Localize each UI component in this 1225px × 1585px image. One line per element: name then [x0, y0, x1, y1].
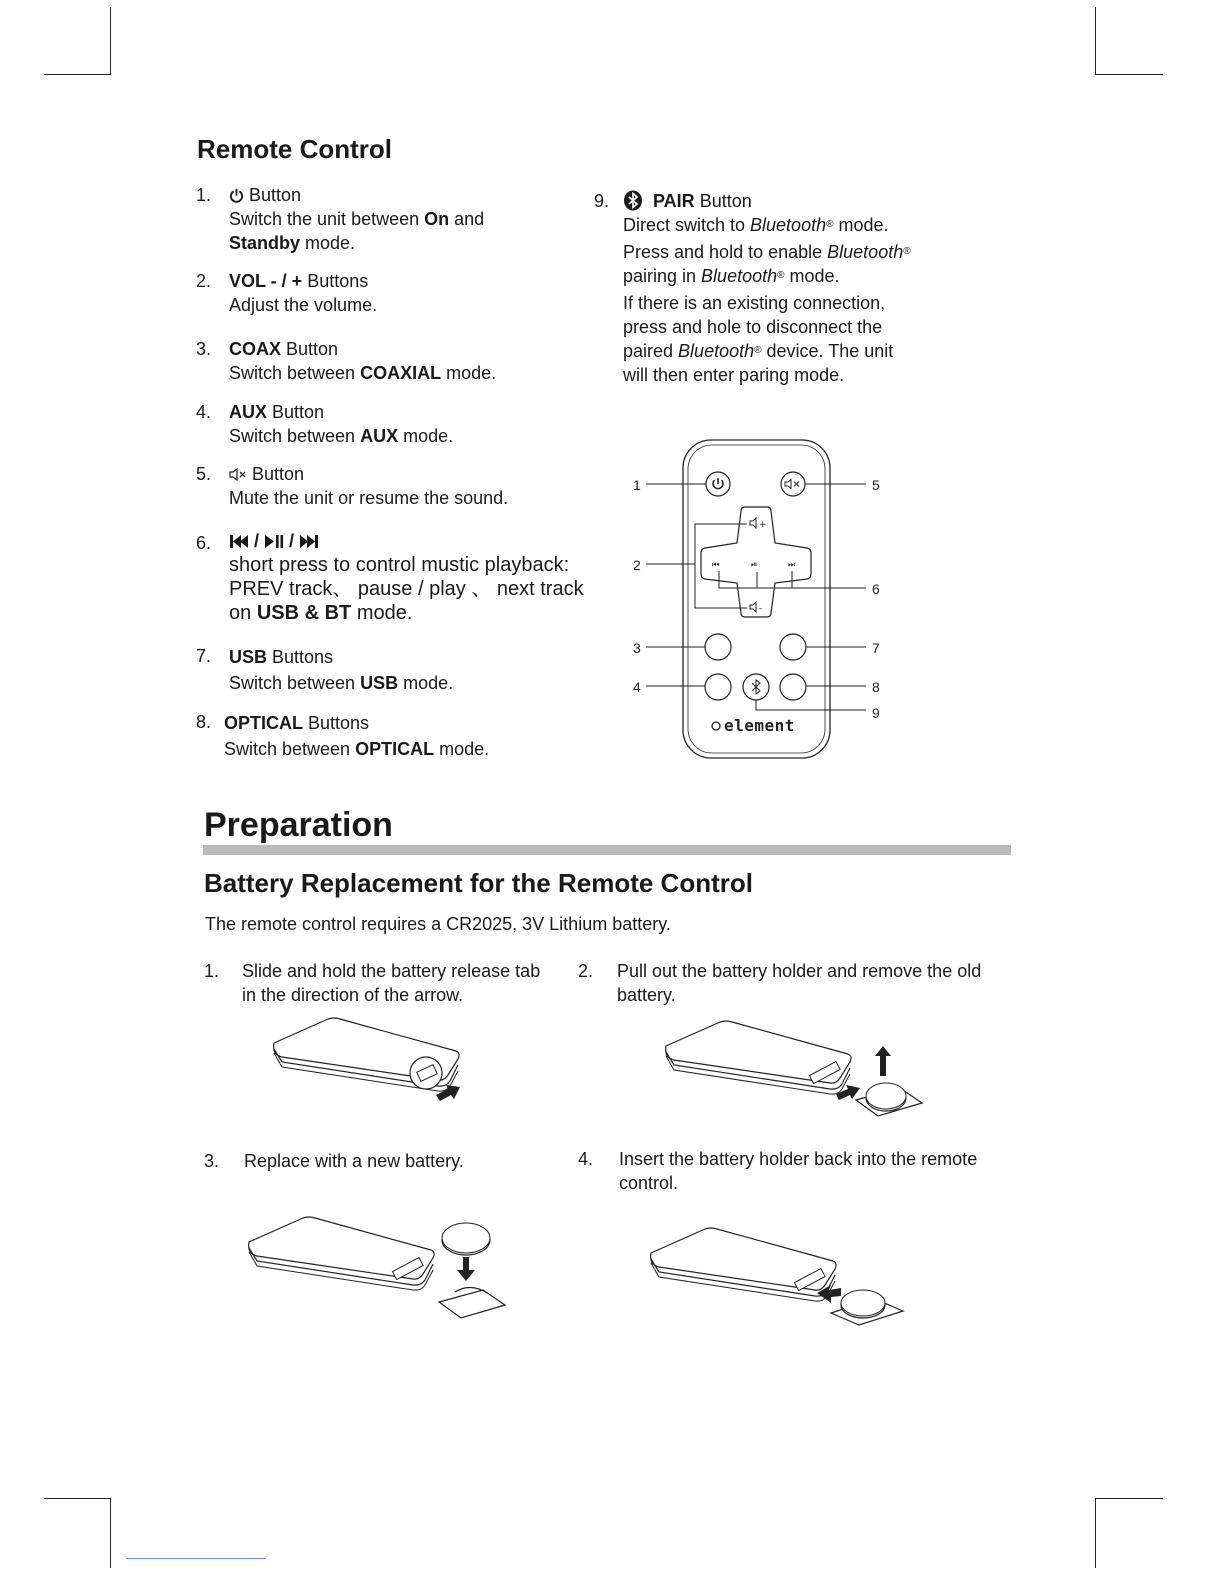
step-2-illustration: [660, 1018, 930, 1123]
section-title-preparation: Preparation: [204, 806, 393, 844]
item-label: Buttons: [303, 713, 370, 733]
step-text: Replace with a new battery.: [244, 1151, 464, 1171]
list-item-mute: [196, 462, 556, 510]
item-desc: mode.: [300, 233, 356, 253]
item-desc: Switch the unit between: [229, 209, 425, 229]
callout-7: 7: [872, 640, 880, 656]
step-text: control.: [619, 1173, 679, 1193]
step-text: Insert the battery holder back into the remote: [619, 1149, 978, 1169]
item-desc-italic: Bluetooth: [678, 341, 755, 361]
registered-mark: ®: [903, 246, 911, 257]
section-title-remote-control: Remote Control: [197, 134, 392, 164]
step-text: battery.: [617, 985, 676, 1005]
bluetooth-icon: [623, 190, 643, 211]
step-3: [204, 1149, 564, 1173]
list-item-usb: [196, 644, 556, 696]
brand-name: element: [724, 716, 795, 735]
item-desc-bold: USB & BT: [256, 602, 352, 624]
item-desc: Switch between: [224, 739, 356, 759]
item-desc-bold: USB: [360, 673, 399, 693]
item-desc: on: [229, 602, 257, 624]
list-item-optical: [196, 710, 556, 762]
aux-button: [705, 674, 731, 700]
battery-intro: The remote control requires a CR2025, 3V Lithium battery.: [205, 914, 671, 934]
step-1: [204, 959, 564, 1007]
callout-3: 3: [633, 640, 641, 656]
callout-8: 8: [872, 679, 880, 695]
item-desc: pairing in: [623, 266, 702, 286]
step-2: [578, 959, 1008, 1007]
registered-mark: ®: [826, 219, 834, 230]
crop-mark: [1095, 74, 1163, 75]
crop-mark: [110, 7, 111, 75]
item-desc: If there is an existing connection,: [623, 293, 886, 313]
registered-mark: ®: [754, 345, 762, 356]
item-desc-italic: Bluetooth: [701, 266, 778, 286]
item-desc: Switch between: [229, 673, 361, 693]
item-desc: Mute the unit or resume the sound.: [229, 488, 509, 508]
item-label-bold: COAX: [229, 339, 282, 359]
prev-icon: [229, 534, 249, 549]
item-desc: Switch between: [229, 426, 361, 446]
prev-icon: ⏮: [712, 560, 720, 569]
item-label: Button: [252, 464, 305, 484]
item-desc: Press and hold to enable: [623, 242, 828, 262]
item-label-bold: AUX: [229, 402, 268, 422]
step-3-illustration: [243, 1214, 513, 1324]
item-desc: Adjust the volume.: [229, 295, 378, 315]
item-label: Buttons: [302, 271, 369, 291]
item-desc: mode.: [398, 426, 454, 446]
item-desc: mode.: [351, 602, 413, 624]
crop-mark: [1095, 7, 1096, 75]
battery-title: Battery Replacement for the Remote Control: [204, 868, 753, 898]
next-icon: [299, 534, 319, 549]
step-number: 1.: [204, 961, 220, 981]
list-item-playback: 6. / / short press to control mustic playback: PREV track、 pause / play 、 next track on USB & BT mode.: [196, 531, 584, 624]
item-desc: paired: [623, 341, 679, 361]
item-desc: and: [449, 209, 485, 229]
crop-mark: [110, 1498, 111, 1568]
registered-mark: ®: [777, 270, 785, 281]
item-desc-bold: OPTICAL: [355, 739, 435, 759]
callout-1: 1: [633, 477, 641, 493]
item-number: 6.: [196, 533, 212, 553]
svg-text:-: -: [759, 604, 763, 614]
item-desc-bold: On: [424, 209, 450, 229]
callout-6: 6: [872, 581, 880, 597]
item-number: 7.: [196, 646, 212, 666]
play-pause-icon: ⏯: [751, 560, 758, 569]
item-desc: mode.: [784, 266, 840, 286]
step-number: 4.: [578, 1149, 594, 1169]
remote-diagram: [620, 435, 900, 765]
section-divider: [203, 845, 1011, 855]
item-number: 2.: [196, 271, 212, 291]
brand-logo: [712, 722, 720, 730]
item-label: Button: [249, 185, 302, 205]
item-desc: mode.: [398, 673, 454, 693]
step-4: [578, 1147, 1008, 1195]
crop-mark: [1095, 1498, 1163, 1499]
item-desc: Switch between: [229, 363, 361, 383]
callout-9: 9: [872, 705, 880, 721]
item-number: 9.: [594, 191, 610, 211]
item-label: Button: [694, 191, 752, 211]
item-desc-bold: COAXIAL: [360, 363, 442, 383]
optical-button: [780, 674, 806, 700]
step-4-illustration: [645, 1225, 915, 1330]
power-icon: [229, 188, 244, 203]
item-desc-bold: AUX: [360, 426, 399, 446]
item-desc: short press to control mustic playback:: [229, 554, 570, 576]
step-text: in the direction of the arrow.: [242, 985, 464, 1005]
list-item-volume: [196, 269, 556, 317]
item-label-bold: USB: [229, 647, 268, 667]
step-1-illustration: [268, 1015, 468, 1107]
item-desc: PREV track、 pause / play 、 next track: [229, 578, 584, 600]
coax-button: [705, 634, 731, 660]
item-number: 5.: [196, 464, 212, 484]
crop-mark: [44, 74, 111, 75]
next-icon: ⏭: [788, 560, 796, 569]
item-label: Buttons: [267, 647, 334, 667]
callout-4: 4: [633, 679, 641, 695]
item-desc: mode.: [434, 739, 490, 759]
item-number: 8.: [196, 712, 212, 732]
step-number: 3.: [204, 1151, 220, 1171]
list-item-aux: [196, 400, 556, 448]
item-desc-italic: Bluetooth: [827, 242, 904, 262]
step-text: Slide and hold the battery release tab: [242, 961, 541, 981]
item-label: Button: [267, 402, 325, 422]
item-desc: device. The unit: [761, 341, 894, 361]
item-label: Button: [281, 339, 339, 359]
mute-icon: [229, 468, 247, 481]
list-item-pair: [594, 189, 934, 389]
usb-button: [780, 634, 806, 660]
item-label-bold: OPTICAL: [224, 713, 303, 733]
play-pause-icon: [264, 534, 284, 549]
list-item-coax: [196, 337, 556, 385]
svg-text:+: +: [759, 520, 767, 530]
crop-mark: [44, 1498, 111, 1499]
item-desc-italic: Bluetooth: [750, 215, 827, 235]
step-text: Pull out the battery holder and remove the old: [617, 961, 982, 981]
crop-mark: [126, 1558, 266, 1559]
crop-mark: [1095, 1498, 1096, 1568]
item-desc: mode.: [833, 215, 889, 235]
item-desc: will then enter paring mode.: [623, 365, 845, 385]
step-number: 2.: [578, 961, 594, 981]
item-desc-bold: Standby: [229, 233, 301, 253]
item-label-bold: PAIR: [653, 191, 695, 211]
item-number: 4.: [196, 402, 212, 422]
item-number: 1.: [196, 185, 212, 205]
item-desc: Direct switch to: [623, 215, 751, 235]
callout-2: 2: [633, 557, 641, 573]
item-desc: press and hole to disconnect the: [623, 317, 883, 337]
item-desc: mode.: [441, 363, 497, 383]
item-number: 3.: [196, 339, 212, 359]
item-label-bold: VOL - / +: [229, 271, 303, 291]
list-item-power: [196, 183, 556, 255]
callout-5: 5: [872, 477, 880, 493]
